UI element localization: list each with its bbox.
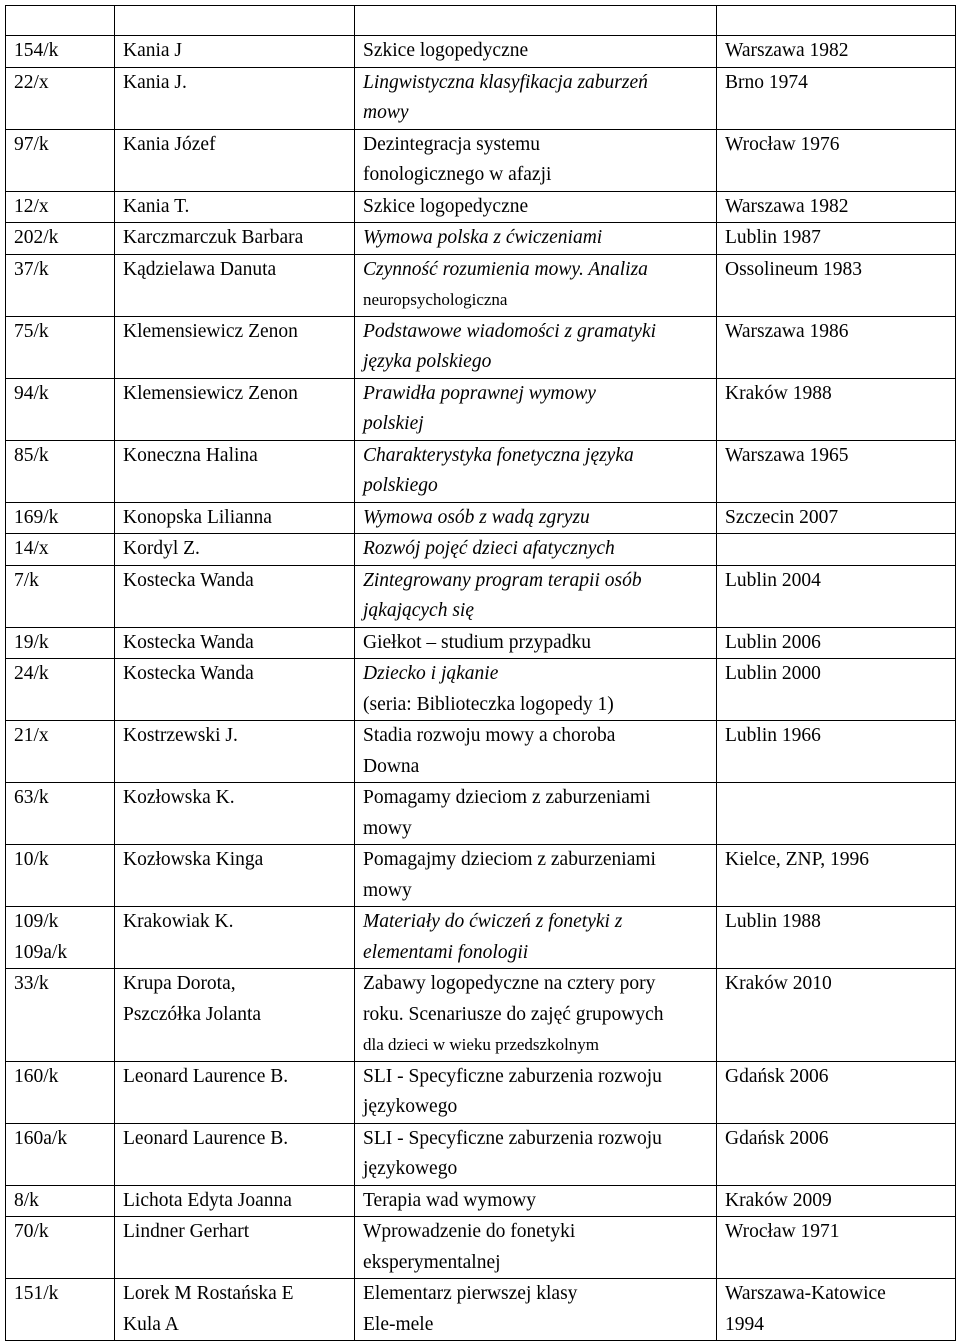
table-row	[6, 440, 956, 502]
publication-text: Kielce, ZNP, 1996	[725, 849, 870, 870]
title-cell	[355, 67, 717, 129]
author-text: Lorek M Rostańska E	[123, 1283, 294, 1304]
table-row	[6, 845, 956, 907]
title-text: Pomagajmy dzieciom z zaburzeniami	[363, 849, 656, 870]
author-cell	[115, 191, 355, 223]
publication-cell	[717, 721, 956, 783]
signature-cell	[6, 191, 115, 223]
author-text: Pszczółka Jolanta	[123, 1003, 262, 1025]
empty-cell	[6, 6, 115, 36]
table-row	[6, 1279, 956, 1341]
author-text: Kania J.	[123, 71, 187, 93]
publication-text: Warszawa-Katowice	[725, 1283, 886, 1304]
signature-text: 70/k	[14, 1221, 49, 1242]
author-text: Klemensiewicz Zenon	[123, 320, 298, 342]
title-cell	[355, 1217, 717, 1279]
empty-cell	[717, 6, 956, 36]
title-text: polskiego	[363, 475, 438, 496]
signature-cell	[6, 378, 115, 440]
title-text: Materiały do ćwiczeń z fonetyki z	[363, 911, 623, 932]
signature-cell	[6, 534, 115, 566]
author-cell	[115, 1061, 355, 1123]
author-cell	[115, 223, 355, 255]
signature-text: 94/k	[14, 382, 49, 404]
author-text: Krakowiak K.	[123, 911, 234, 932]
publication-text: Wrocław 1976	[725, 133, 840, 155]
title-text: (seria: Biblioteczka logopedy 1)	[363, 693, 614, 715]
title-text: mowy	[363, 102, 409, 123]
signature-cell	[6, 1185, 115, 1217]
signature-text: 97/k	[14, 133, 49, 155]
signature-cell	[6, 254, 115, 316]
title-text: Prawidła poprawnej wymowy	[363, 382, 596, 404]
publication-text: Lublin 1966	[725, 725, 821, 746]
table-row	[6, 502, 956, 534]
publication-cell	[717, 254, 956, 316]
table-row	[6, 1185, 956, 1217]
publication-text: Gdańsk 2006	[725, 1065, 829, 1087]
title-text: Podstawowe wiadomości z gramatyki	[363, 320, 657, 342]
publication-text: Warszawa 1982	[725, 195, 849, 217]
publication-cell	[717, 969, 956, 1062]
title-cell	[355, 783, 717, 845]
signature-text: 19/k	[14, 631, 49, 653]
publication-cell	[717, 440, 956, 502]
title-text: Zintegrowany program terapii osób	[363, 569, 642, 591]
publication-cell	[717, 659, 956, 721]
title-text: Szkice logopedyczne	[363, 195, 529, 217]
publication-cell	[717, 36, 956, 68]
title-text: dla dzieci w wieku przedszkolnym	[363, 1035, 600, 1054]
title-text: Zabawy logopedyczne na cztery pory	[363, 973, 656, 994]
signature-cell	[6, 969, 115, 1062]
signature-text: 12/x	[14, 195, 49, 217]
signature-text: 24/k	[14, 663, 49, 684]
title-cell	[355, 378, 717, 440]
publication-cell	[717, 67, 956, 129]
title-cell	[355, 907, 717, 969]
title-text: roku. Scenariusze do zajęć grupowych	[363, 1003, 664, 1025]
title-cell	[355, 36, 717, 68]
author-cell	[115, 502, 355, 534]
title-text: mowy	[363, 879, 412, 901]
table-row	[6, 1123, 956, 1185]
title-text: Charakterystyka fonetyczna języka	[363, 444, 634, 466]
publication-text: Ossolineum 1983	[725, 258, 863, 280]
signature-cell	[6, 721, 115, 783]
empty-cell	[115, 6, 355, 36]
table-row	[6, 565, 956, 627]
publication-cell	[717, 191, 956, 223]
table-row	[6, 223, 956, 255]
author-text: Kostecka Wanda	[123, 569, 254, 591]
table-row	[6, 783, 956, 845]
author-cell	[115, 67, 355, 129]
table-row	[6, 1061, 956, 1123]
signature-cell	[6, 129, 115, 191]
publication-cell	[717, 565, 956, 627]
publication-cell	[717, 627, 956, 659]
title-text: Rozwój pojęć dzieci afatycznych	[363, 538, 615, 559]
author-cell	[115, 659, 355, 721]
title-text: mowy	[363, 817, 412, 839]
signature-text: 8/k	[14, 1189, 39, 1211]
title-cell	[355, 1185, 717, 1217]
title-cell	[355, 1061, 717, 1123]
publication-text: Lublin 2006	[725, 631, 821, 653]
title-cell	[355, 129, 717, 191]
signature-cell	[6, 627, 115, 659]
signature-text: 160a/k	[14, 1127, 68, 1149]
table-row	[6, 378, 956, 440]
author-cell	[115, 783, 355, 845]
author-text: Kostecka Wanda	[123, 663, 254, 684]
publication-text: Wrocław 1971	[725, 1221, 840, 1242]
title-cell	[355, 565, 717, 627]
author-cell	[115, 627, 355, 659]
title-text: elementami fonologii	[363, 941, 529, 963]
signature-text: 7/k	[14, 569, 39, 591]
publication-text: Kraków 2009	[725, 1189, 832, 1211]
signature-cell	[6, 67, 115, 129]
publication-cell	[717, 1279, 956, 1341]
publication-text: Warszawa 1965	[725, 444, 849, 466]
author-text: Lichota Edyta Joanna	[123, 1189, 292, 1211]
signature-cell	[6, 845, 115, 907]
title-text: Terapia wad wymowy	[363, 1189, 536, 1211]
signature-cell	[6, 36, 115, 68]
title-cell	[355, 1123, 717, 1185]
author-text: Kozłowska Kinga	[123, 849, 264, 870]
signature-cell	[6, 1123, 115, 1185]
publication-text: Kraków 2010	[725, 973, 832, 994]
publication-text: Lublin 2000	[725, 663, 821, 684]
table-row	[6, 129, 956, 191]
title-text: Dezintegracja systemu	[363, 133, 541, 155]
title-cell	[355, 316, 717, 378]
author-cell	[115, 534, 355, 566]
title-text: Wymowa osób z wadą zgryzu	[363, 506, 590, 528]
author-cell	[115, 316, 355, 378]
publication-cell	[717, 783, 956, 845]
signature-cell	[6, 1279, 115, 1341]
author-cell	[115, 565, 355, 627]
author-text: Leonard Laurence B.	[123, 1065, 289, 1087]
title-text: językowego	[363, 1096, 458, 1117]
author-text: Koneczna Halina	[123, 444, 258, 466]
signature-text: 109a/k	[14, 941, 68, 963]
table-row	[6, 67, 956, 129]
author-cell	[115, 378, 355, 440]
signature-cell	[6, 440, 115, 502]
table-row	[6, 627, 956, 659]
author-cell	[115, 1123, 355, 1185]
signature-text: 63/k	[14, 787, 49, 808]
author-cell	[115, 440, 355, 502]
signature-cell	[6, 316, 115, 378]
catalog-body	[6, 6, 956, 1341]
signature-text: 160/k	[14, 1065, 59, 1087]
author-text: Karczmarczuk Barbara	[123, 227, 304, 248]
author-cell	[115, 129, 355, 191]
publication-cell	[717, 1123, 956, 1185]
title-text: języka polskiego	[363, 351, 492, 372]
table-row	[6, 36, 956, 68]
title-text: neuropsychologiczna	[363, 290, 508, 309]
author-text: Kula A	[123, 1313, 179, 1335]
publication-text: 1994	[725, 1313, 764, 1335]
title-text: eksperymentalnej	[363, 1251, 501, 1273]
header-row-empty	[6, 6, 956, 36]
title-text: Wymowa polska z ćwiczeniami	[363, 227, 603, 248]
title-cell	[355, 721, 717, 783]
signature-text: 22/x	[14, 71, 49, 93]
table-row	[6, 191, 956, 223]
table-row	[6, 1217, 956, 1279]
title-text: Giełkot – studium przypadku	[363, 631, 592, 653]
publication-cell	[717, 129, 956, 191]
title-text: jąkających się	[363, 600, 474, 621]
table-row	[6, 907, 956, 969]
author-text: Kania T.	[123, 195, 190, 217]
author-text: Kania Józef	[123, 133, 216, 155]
author-text: Kordyl Z.	[123, 538, 200, 559]
title-cell	[355, 534, 717, 566]
author-text: Kostrzewski J.	[123, 725, 238, 746]
table-row	[6, 969, 956, 1062]
author-text: Konopska Lilianna	[123, 506, 272, 528]
author-text: Kania J	[123, 40, 183, 61]
author-text: Kozłowska K.	[123, 787, 235, 808]
title-text: Elementarz pierwszej klasy	[363, 1283, 578, 1304]
publication-text: Warszawa 1982	[725, 40, 849, 61]
author-cell	[115, 721, 355, 783]
signature-text: 85/k	[14, 444, 49, 466]
publication-text: Lublin 1987	[725, 227, 821, 248]
title-text: Szkice logopedyczne	[363, 40, 529, 61]
author-cell	[115, 36, 355, 68]
publication-cell	[717, 1185, 956, 1217]
signature-cell	[6, 223, 115, 255]
publication-cell	[717, 1061, 956, 1123]
title-text: polskiej	[363, 413, 424, 434]
publication-text: Gdańsk 2006	[725, 1127, 829, 1149]
signature-text: 169/k	[14, 506, 59, 528]
author-text: Leonard Laurence B.	[123, 1127, 289, 1149]
publication-cell	[717, 502, 956, 534]
table-row	[6, 659, 956, 721]
title-text: językowego	[363, 1158, 458, 1179]
catalog-table	[5, 5, 956, 1341]
signature-cell	[6, 659, 115, 721]
signature-cell	[6, 907, 115, 969]
publication-text: Szczecin 2007	[725, 506, 839, 528]
title-text: fonologicznego w afazji	[363, 164, 552, 185]
title-cell	[355, 254, 717, 316]
signature-text: 14/x	[14, 538, 49, 559]
signature-cell	[6, 565, 115, 627]
title-text: Ele-mele	[363, 1313, 434, 1335]
author-cell	[115, 845, 355, 907]
signature-text: 37/k	[14, 258, 49, 280]
publication-cell	[717, 378, 956, 440]
author-text: Klemensiewicz Zenon	[123, 382, 298, 404]
table-row	[6, 254, 956, 316]
author-cell	[115, 254, 355, 316]
title-cell	[355, 659, 717, 721]
title-text: Czynność rozumienia mowy. Analiza	[363, 258, 648, 280]
signature-cell	[6, 502, 115, 534]
publication-cell	[717, 845, 956, 907]
title-text: Downa	[363, 755, 420, 777]
signature-text: 151/k	[14, 1283, 59, 1304]
publication-cell	[717, 907, 956, 969]
signature-text: 75/k	[14, 320, 49, 342]
publication-text: Kraków 1988	[725, 382, 832, 404]
publication-text: Warszawa 1986	[725, 320, 849, 342]
author-cell	[115, 1279, 355, 1341]
publication-text: Lublin 2004	[725, 569, 821, 591]
table-row	[6, 721, 956, 783]
title-text: Pomagamy dzieciom z zaburzeniami	[363, 787, 651, 808]
author-cell	[115, 907, 355, 969]
signature-text: 10/k	[14, 849, 49, 870]
author-cell	[115, 1217, 355, 1279]
table-row	[6, 316, 956, 378]
title-cell	[355, 502, 717, 534]
publication-cell	[717, 223, 956, 255]
title-cell	[355, 223, 717, 255]
title-text: Lingwistyczna klasyfikacja zaburzeń	[363, 71, 648, 93]
signature-cell	[6, 1061, 115, 1123]
title-text: SLI - Specyficzne zaburzenia rozwoju	[363, 1065, 662, 1087]
author-text: Kostecka Wanda	[123, 631, 254, 653]
title-text: Dziecko i jąkanie	[363, 663, 499, 684]
title-cell	[355, 627, 717, 659]
empty-cell	[355, 6, 717, 36]
publication-cell	[717, 316, 956, 378]
title-cell	[355, 969, 717, 1062]
publication-cell	[717, 534, 956, 566]
signature-text: 21/x	[14, 725, 49, 746]
signature-cell	[6, 783, 115, 845]
author-cell	[115, 1185, 355, 1217]
title-text: Stadia rozwoju mowy a choroba	[363, 725, 616, 746]
title-cell	[355, 1279, 717, 1341]
signature-cell	[6, 1217, 115, 1279]
author-text: Lindner Gerhart	[123, 1221, 250, 1242]
author-cell	[115, 969, 355, 1062]
title-cell	[355, 191, 717, 223]
signature-text: 154/k	[14, 40, 59, 61]
publication-text: Lublin 1988	[725, 911, 821, 932]
title-cell	[355, 440, 717, 502]
title-cell	[355, 845, 717, 907]
signature-text: 202/k	[14, 227, 59, 248]
title-text: SLI - Specyficzne zaburzenia rozwoju	[363, 1127, 662, 1149]
author-text: Krupa Dorota,	[123, 973, 236, 994]
publication-text: Brno 1974	[725, 71, 808, 93]
title-text: Wprowadzenie do fonetyki	[363, 1221, 576, 1242]
signature-text: 33/k	[14, 973, 49, 994]
author-text: Kądzielawa Danuta	[123, 258, 277, 280]
signature-text: 109/k	[14, 911, 59, 932]
publication-cell	[717, 1217, 956, 1279]
table-row	[6, 534, 956, 566]
